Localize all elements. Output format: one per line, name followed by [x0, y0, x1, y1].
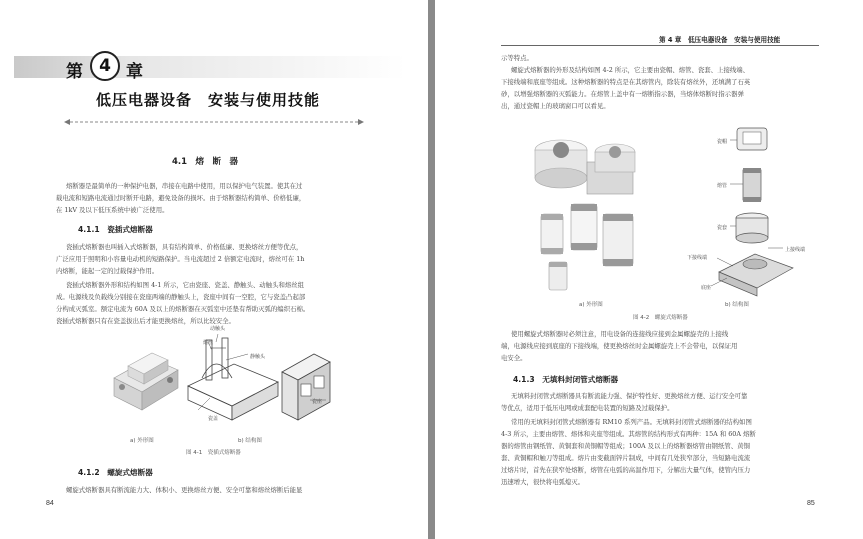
section-title-4-1-3: 4.1.3 无填料封闭管式熔断器	[513, 375, 619, 384]
fig-4-2-sub-a: a) 外形图	[579, 302, 603, 308]
screw-fuse-structure-drawing	[697, 122, 807, 298]
label-ceramic-sleeve: 瓷套	[717, 225, 728, 231]
top-line-4: 砂，以增强熔断器的灭弧能力。在熔管上盖中有一熔断指示器，当熔体熔断时指示器弹	[501, 90, 744, 98]
section-title-4-1-1: 4.1.1 瓷插式熔断器	[78, 225, 153, 234]
chapter-prefix: 第	[66, 62, 83, 82]
chapter-title: 低压电器设备 安装与使用技能	[96, 91, 321, 109]
label-base: 底座	[701, 285, 712, 291]
top-line-2: 螺旋式熔断器的外形及结构如图 4-2 所示，它主要由瓷帽、熔管、瓷套、上接线端、	[511, 66, 750, 74]
top-line-3: 下接线端和底座等组成。这种熔断器的特点是在其熔管内，除装有熔丝外，还填满了石英	[501, 78, 751, 86]
label-lower-terminal: 下接线端	[687, 255, 708, 261]
label-moving-contact: 动触头	[210, 326, 226, 332]
bottom-line-3: 常用的无填料封闭管式熔断器有 RM10 系列产品。无填料封闭管式熔断器的结构如图	[511, 418, 752, 426]
title-divider	[64, 117, 364, 127]
running-header: 第 4 章 低压电器设备 安装与使用技能	[659, 36, 781, 44]
fig-4-1-caption: 图 4-1 瓷插式熔断器	[186, 450, 241, 456]
right-page	[435, 0, 863, 539]
p2-line-4: 瓷插式熔断器只有在瓷盖拔出后才能更换熔丝，所以比较安全。	[56, 317, 235, 325]
label-ceramic-cover: 瓷盖	[208, 416, 219, 422]
screw-fuse-photo	[527, 122, 687, 304]
chapter-heading	[56, 50, 166, 84]
chapter-suffix: 章	[126, 62, 143, 82]
section-title-4-1: 4.1 熔 断 器	[172, 157, 239, 167]
bottom-line-8: 迅速增大，很快将电弧熄灭。	[501, 478, 585, 486]
mid-line-1: 使用螺旋式熔断器时必须注意，用电设备的连接线应接到金属螺旋壳的上接线	[511, 330, 729, 338]
bottom-line-7: 过熔片时，首先在狭窄处熔断，熔管在电弧的高温作用下，分解出大量气体，使管内压力	[501, 466, 751, 474]
p1-line-1: 瓷插式熔断器也叫插入式熔断器，具有结构简单、价格低廉、更换熔丝方便等优点，	[66, 243, 303, 251]
label-upper-terminal: 上接线端	[785, 247, 806, 253]
top-line-5: 出，通过瓷帽上的玻璃窗口可以看见。	[501, 102, 610, 110]
label-ceramic-base: 瓷座	[312, 399, 323, 405]
fig-4-2-sub-b: b) 结构图	[725, 302, 749, 308]
top-line-1: 示等特点。	[501, 54, 533, 62]
fig-4-2-caption: 图 4-2 螺旋式熔断器	[633, 315, 688, 321]
label-ceramic-cap: 瓷帽	[717, 139, 728, 145]
ceramic-fuse-photo	[108, 340, 182, 415]
page-number-right: 85	[807, 500, 815, 507]
section-title-4-1-2: 4.1.2 螺旋式熔断器	[78, 468, 153, 477]
bottom-line-5: 器的熔管由钢纸管、黄铜套和黄铜帽等组成；100A 及以上的熔断器熔管由钢纸管、黄铜	[501, 442, 750, 450]
p1-line-2: 广泛应用于照明和小容量电动机的短路保护。当电流超过 2 倍额定电流时，熔丝可在 1h	[56, 255, 305, 263]
chapter-number-badge: 4	[90, 51, 120, 81]
mid-line-2: 端，电源线应接到底座的下接线端，使更换熔丝时金属螺旋壳上不会带电，以保证用	[501, 342, 738, 350]
p2-line-1: 瓷插式熔断器外形和结构如图 4-1 所示，它由瓷座、瓷盖、静触头、动触头和熔丝组	[66, 281, 305, 289]
header-rule	[501, 45, 819, 46]
fig-4-1-sub-b: b) 结构图	[238, 438, 262, 444]
mid-line-3: 电安全。	[501, 354, 527, 362]
bottom-line-6: 套、黄铜帽和触刀等组成。熔片由变截面锌片制成，中间有几处狭窄部分，当短路电流流	[501, 454, 751, 462]
label-static-contact: 静触头	[250, 354, 266, 360]
intro-line-3: 在 1kV 及以下低压系统中被广泛使用。	[56, 206, 169, 214]
p2-line-3: 分构成灭弧室。额定电流为 60A 及以上的熔断器在灭弧室中还垫有帮助灭弧的编织石棉。	[56, 305, 310, 313]
bottom-line-4: 4-3 所示，主要由熔管、熔体和夹座等组成。其熔管的结构形式有两种：15A 和 60A 熔断	[501, 430, 756, 438]
label-fuse-tube: 熔管	[717, 183, 728, 189]
bottom-line-1: 无填料封闭管式熔断器具有断流能力强、保护特性好、更换熔丝方便、运行安全可靠	[511, 392, 748, 400]
bottom-line-2: 等优点，适用于低压电网或成套配电装置的短路及过载保护。	[501, 404, 674, 412]
intro-line-2: 载电流和短路电流通过时断开电路，避免设备的损坏。由于熔断器结构简单、价格低廉，	[56, 194, 306, 202]
left-page	[0, 0, 428, 539]
p2-line-2: 成。电源线及负载线分别接在瓷座两端的静触头上，瓷座中间有一空腔，它与瓷盖凸起部	[56, 293, 306, 301]
page-number-left: 84	[46, 500, 54, 507]
p1-line-3: 内熔断，能起一定的过载保护作用。	[56, 267, 159, 275]
label-fuse-wire: 熔丝	[203, 340, 214, 346]
intro-line-1: 熔断器是最简单的一种保护电器，串接在电路中使用，用以保护电气装置。使其在过	[66, 182, 303, 190]
p3-line-1: 螺旋式熔断器具有断流能力大、体积小、更换熔丝方便、安全可靠和熔丝熔断后能显	[66, 486, 303, 494]
fig-4-1-sub-a: a) 外形图	[130, 438, 154, 444]
